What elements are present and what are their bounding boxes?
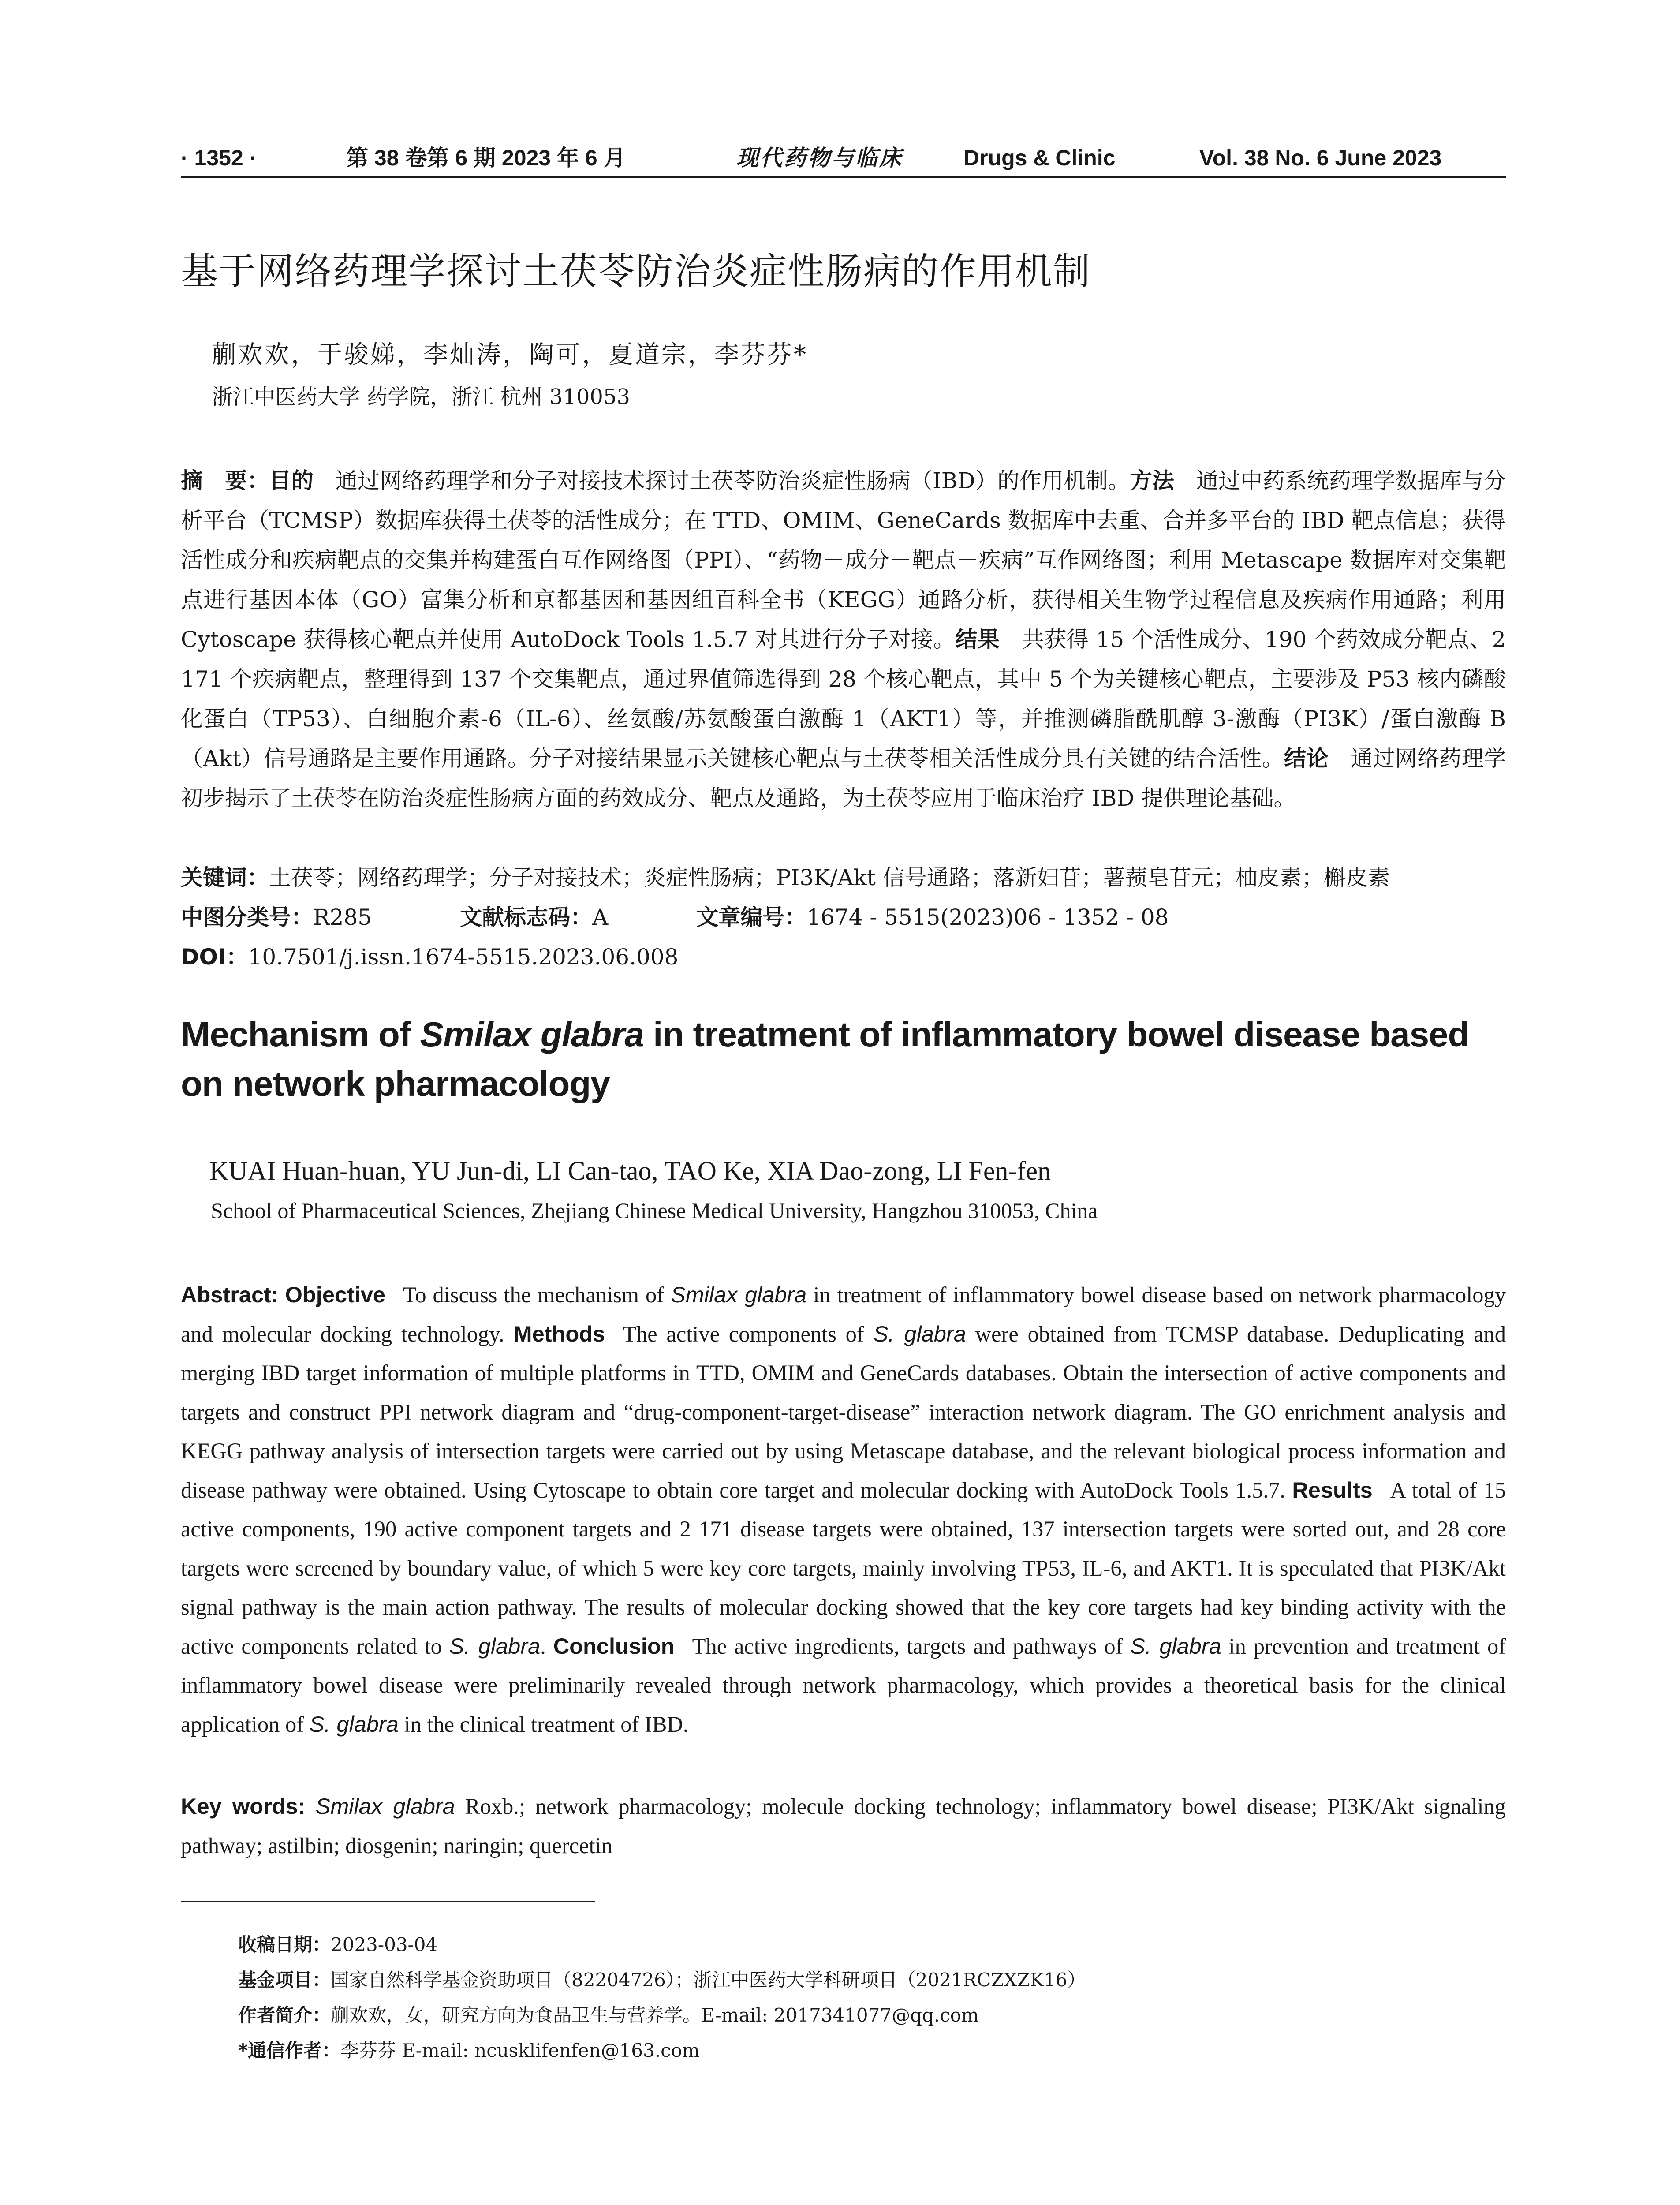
title-en-part: Mechanism of	[181, 1015, 420, 1054]
methods-text-en: The active components of	[623, 1321, 874, 1346]
keywords-en	[181, 1787, 1506, 1865]
methods-label-en: Methods	[513, 1321, 605, 1346]
species-name-short: S. glabra	[309, 1711, 399, 1737]
title-en	[181, 1010, 1508, 1109]
results-text-cn: 共获得 15 个活性成分、190 个药效成分靶点、2 171 个疾病靶点，整理得到 137 个交集靶点，通过界值筛选得到 28 个核心靶点，其中 5 个为关键核心靶点，主要涉及 P53 核内磷酸化蛋白（TP53）、白细胞介素-6（IL-6）、丝氨酸/苏氨酸蛋白激酶 1（AKT1）等，并推测磷脂酰肌醇 3-激酶（PI3K）/蛋白激酶 B（Akt）信号通路是主要作用通路。分子对接结果显示关键核心靶点与土茯苓相关活性成分具有关键的结合活性。	[181, 627, 1506, 771]
affiliation-en: School of Pharmaceutical Sciences, Zhejiang Chinese Medical University, Hangzhou 310053, China	[211, 1198, 1098, 1223]
footnote-label: *通信作者：	[238, 2040, 340, 2061]
results-label-cn: 结果	[955, 627, 1000, 652]
journal-name-en: Drugs & Clinic	[963, 146, 1116, 170]
species-name-short: S. glabra	[1130, 1633, 1221, 1659]
keywords-text-cn: 土茯苓；网络药理学；分子对接技术；炎症性肠病；PI3K/Akt 信号通路；落新妇苷；薯蓣皂苷元；柚皮素；槲皮素	[269, 865, 1390, 890]
objective-label-cn: 目的	[269, 468, 314, 493]
keywords-label-en: Key words:	[181, 1794, 306, 1819]
classification-line	[181, 897, 1506, 937]
footnote-text: 李芬芬 E-mail: ncusklifenfen@163.com	[340, 2040, 700, 2061]
doi-label: DOI：	[181, 944, 248, 970]
keywords-label-cn: 关键词：	[181, 865, 269, 890]
clc-value: R285	[313, 904, 372, 930]
results-label-en: Results	[1292, 1477, 1373, 1502]
footnote-received	[238, 1927, 1086, 1962]
running-header	[181, 140, 1506, 178]
footnote-divider	[181, 1901, 595, 1902]
footnote-label: 基金项目：	[238, 1969, 331, 1991]
article-no-value: 1674 - 5515(2023)06 - 1352 - 08	[806, 904, 1169, 930]
article-no-label: 文章编号：	[696, 904, 807, 930]
abstract-en	[181, 1275, 1506, 1744]
authors-en: KUAI Huan-huan, YU Jun-di, LI Can-tao, TAO Ke, XIA Dao-zong, LI Fen-fen	[209, 1156, 1051, 1185]
doi-link[interactable]: 10.7501/j.issn.1674-5515.2023.06.008	[248, 944, 679, 970]
keywords-cn	[181, 858, 1506, 897]
keywords-text-en: Roxb.; network pharmacology; molecule docking technology; inflammatory bowel disease; PI3K/Akt signaling pathway; astilbin; diosgenin; naringin; quercetin	[181, 1794, 1506, 1858]
conclusion-text-cn: 通过网络药理学初步揭示了土茯苓在防治炎症性肠病方面的药效成分、靶点及通路，为土茯苓应用于临床治疗 IBD 提供理论基础。	[181, 746, 1506, 811]
species-name-short: S. glabra	[449, 1633, 541, 1659]
doi-line	[181, 937, 1506, 977]
methods-label-cn: 方法	[1130, 468, 1174, 493]
authors-cn: 蒯欢欢，于骏娣，李灿涛，陶可，夏道宗，李芬芬*	[212, 340, 808, 369]
title-cn: 基于网络药理学探讨土茯苓防治炎症性肠病的作用机制	[181, 250, 1091, 293]
footnote-label: 收稿日期：	[238, 1934, 331, 1955]
results-text-en: A total of 15 active components, 190 active component targets and 2 171 disease targets were obtained, 137 intersection targets were sorted out, and 28 core targets were screened by boundary value, of which 5 were key core targets, mainly involving TP53, IL-6, and AKT1. It is speculated that PI3K/Akt signal pathway is the main action pathway. The results of molecular docking showed that the key core targets had key binding activity with the active components related to	[181, 1477, 1506, 1659]
footnote-corresponding	[238, 2033, 1086, 2068]
methods-text-en: were obtained from TCMSP database. Deduplicating and merging IBD target information of multiple platforms in TTD, OMIM and GeneCards databases. Obtain the intersection of active components and targets and construct PPI network diagram and “drug-component-target-disease” interaction network diagram. The GO enrichment analysis and KEGG pathway analysis of intersection targets were carried out by using Metascape database, and the relevant biological process information and disease pathway were obtained. Using Cytoscape to obtain core target and molecular docking with AutoDock Tools 1.5.7.	[181, 1321, 1506, 1502]
footnote-text: 2023-03-04	[331, 1934, 438, 1955]
clc-label: 中图分类号：	[181, 904, 313, 930]
journal-name-cn: 现代药物与临床	[736, 145, 903, 171]
objective-text-en: in treatment of inflammatory bowel disease based on network pharmacology and molecular docking technology.	[181, 1282, 1506, 1346]
conclusion-label-en: Conclusion	[553, 1633, 675, 1659]
species-name: Smilax glabra	[671, 1282, 807, 1307]
keywords-species: Smilax glabra	[315, 1794, 455, 1819]
species-name-short: S. glabra	[873, 1321, 966, 1346]
title-en-species: Smilax glabra	[420, 1015, 644, 1054]
footnote-fund	[238, 1962, 1086, 1998]
affiliation-cn: 浙江中医药大学 药学院，浙江 杭州 310053	[212, 385, 631, 409]
abstract-cn	[181, 461, 1506, 818]
conclusion-text-en: in the clinical treatment of IBD.	[398, 1712, 689, 1737]
objective-label-en: Objective	[285, 1282, 386, 1307]
abstract-label-en: Abstract:	[181, 1282, 279, 1307]
methods-text-cn: 通过中药系统药理学数据库与分析平台（TCMSP）数据库获得土茯苓的活性成分；在 TTD、OMIM、GeneCards 数据库中去重、合并多平台的 IBD 靶点信息；获得活性成分和疾病靶点的交集并构建蛋白互作网络图（PPI）、“药物－成分－靶点－疾病”互作网络图；利用 Metascape 数据库对交集靶点进行基因本体（GO）富集分析和京都基因和基因组百科全书（KEGG）通路分析，获得相关生物学过程信息及疾病作用通路；利用 Cytoscape 获得核心靶点并使用 AutoDock Tools 1.5.7 对其进行分子对接。	[181, 468, 1506, 652]
conclusion-text-en: in prevention and treatment of inflammatory bowel disease were preliminarily revealed through network pharmacology, which provides a theoretical basis for the clinical application of	[181, 1633, 1506, 1737]
doc-code-label: 文献标志码：	[460, 904, 593, 930]
conclusion-text-en: The active ingredients, targets and pathways of	[692, 1633, 1131, 1659]
results-text-en: .	[540, 1633, 546, 1659]
doc-code-value: A	[592, 904, 609, 930]
title-en-part: in treatment of inflammatory bowel disease based on network pharmacology	[181, 1015, 1469, 1103]
conclusion-label-cn: 结论	[1284, 746, 1329, 771]
footnote-text: 蒯欢欢，女，研究方向为食品卫生与营养学。E-mail: 2017341077@qq.com	[331, 2004, 979, 2026]
abstract-label-cn: 摘 要：	[181, 468, 269, 493]
objective-text-cn: 通过网络药理学和分子对接技术探讨土茯苓防治炎症性肠病（IBD）的作用机制。	[336, 468, 1130, 493]
objective-text-en: To discuss the mechanism of	[403, 1282, 671, 1307]
volume-issue-cn: 第 38 卷第 6 期 2023 年 6 月	[346, 146, 626, 170]
footnote-label: 作者简介：	[238, 2004, 331, 2026]
volume-issue-en: Vol. 38 No. 6 June 2023	[1199, 146, 1442, 170]
footnote-text: 国家自然科学基金资助项目（82204726）；浙江中医药大学科研项目（2021RCZXZK16）	[331, 1969, 1086, 1991]
page-number: · 1352 ·	[181, 146, 257, 170]
footnotes	[238, 1927, 1086, 2068]
footnote-author	[238, 1998, 1086, 2033]
